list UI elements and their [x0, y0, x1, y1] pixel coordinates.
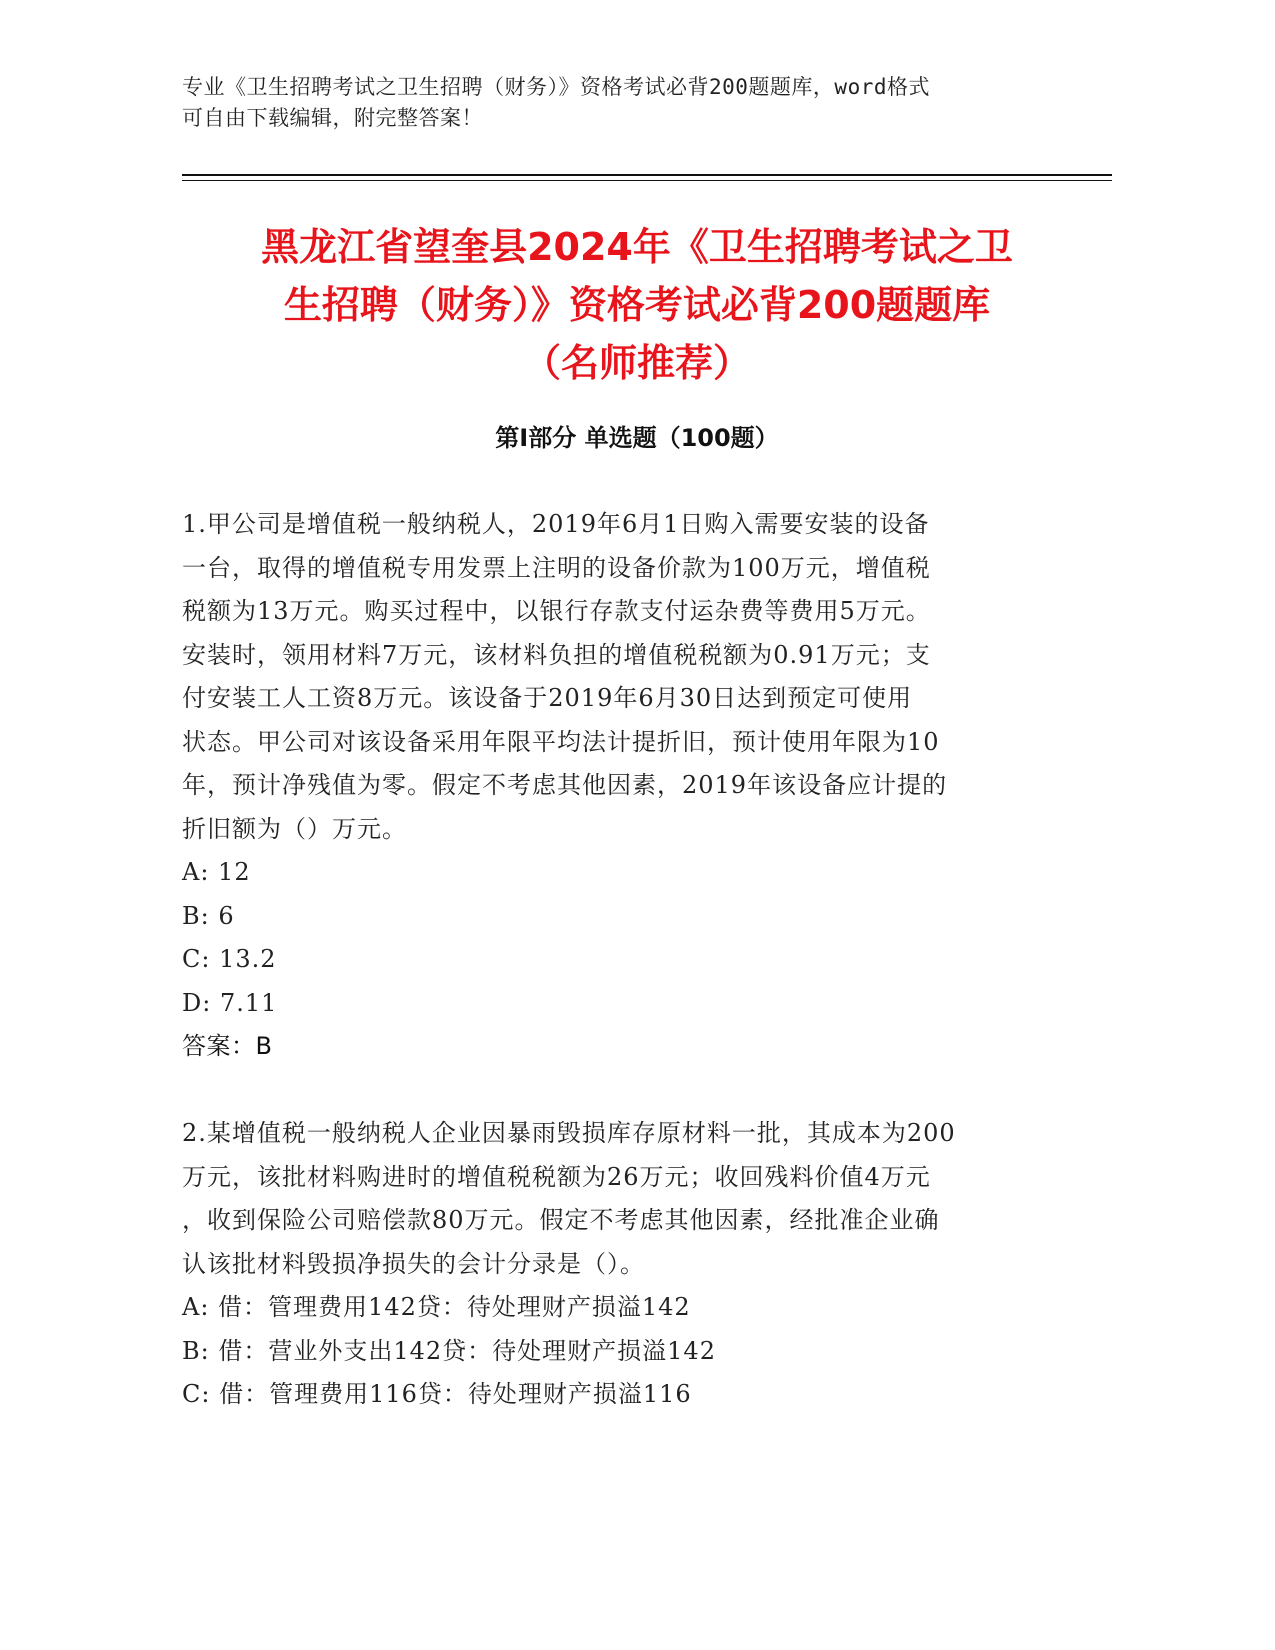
- document-title: [182, 218, 1092, 392]
- stem-line: 税额为13万元。购买过程中，以银行存款支付运杂费等费用5万元。: [182, 597, 931, 625]
- stem-line: 年，预计净残值为零。假定不考虑其他因素，2019年该设备应计提的: [182, 771, 948, 799]
- stem-line: 状态。甲公司对该设备采用年限平均法计提折旧，预计使用年限为10: [182, 727, 940, 756]
- header-note-line: 可自由下载编辑，附完整答案！: [182, 106, 483, 130]
- option-b: B: 借：营业外支出142贷：待处理财产损溢142: [182, 1336, 716, 1365]
- header-note: [182, 72, 1042, 134]
- stem-line: 万元，该批材料购进时的增值税税额为26万元；收回残料价值4万元: [182, 1162, 931, 1191]
- title-line: 黑龙江省望奎县2024年《卫生招聘考试之卫: [261, 225, 1013, 269]
- header-divider-thin: [182, 180, 1112, 181]
- stem-line: 认该批材料毁损净损失的会计分录是（）。: [182, 1249, 645, 1278]
- section-title: 第Ⅰ部分 单选题（100题）: [495, 424, 779, 452]
- header-note-line: 专业《卫生招聘考试之卫生招聘（财务）》资格考试必背200题题库，word格式: [182, 75, 930, 99]
- stem-line: 安装时，领用材料7万元，该材料负担的增值税税额为0.91万元；支: [182, 640, 931, 669]
- option-d: D: 7.11: [182, 988, 278, 1017]
- question-2: [182, 1112, 1042, 1417]
- stem-line: 1.甲公司是增值税一般纳税人，2019年6月1日购入需要安装的设备: [182, 510, 930, 538]
- option-a: A: 借：管理费用142贷：待处理财产损溢142: [182, 1293, 691, 1321]
- stem-line: 2.某增值税一般纳税人企业因暴雨毁损库存原材料一批，其成本为200: [182, 1119, 956, 1147]
- stem-line: 付安装工人工资8万元。该设备于2019年6月30日达到预定可使用: [182, 684, 913, 712]
- stem-line: ，收到保险公司赔偿款80万元。假定不考虑其他因素，经批准企业确: [182, 1206, 940, 1234]
- question-1: [182, 503, 1042, 1069]
- header-divider-thick: [182, 174, 1112, 176]
- option-c: C: 借：管理费用116贷：待处理财产损溢116: [182, 1380, 692, 1408]
- title-line: （名师推荐）: [522, 341, 751, 385]
- answer-line: 答案：B: [182, 1032, 273, 1060]
- title-line: 生招聘（财务）》资格考试必背200题题库: [283, 283, 991, 327]
- stem-line: 一台，取得的增值税专用发票上注明的设备价款为100万元，增值税: [182, 553, 931, 582]
- stem-line: 折旧额为（）万元。: [182, 814, 407, 843]
- option-a: A: 12: [182, 858, 251, 886]
- question-stem: [182, 503, 1042, 851]
- question-stem: [182, 1112, 1042, 1286]
- option-c: C: 13.2: [182, 945, 277, 973]
- option-b: B: 6: [182, 901, 235, 930]
